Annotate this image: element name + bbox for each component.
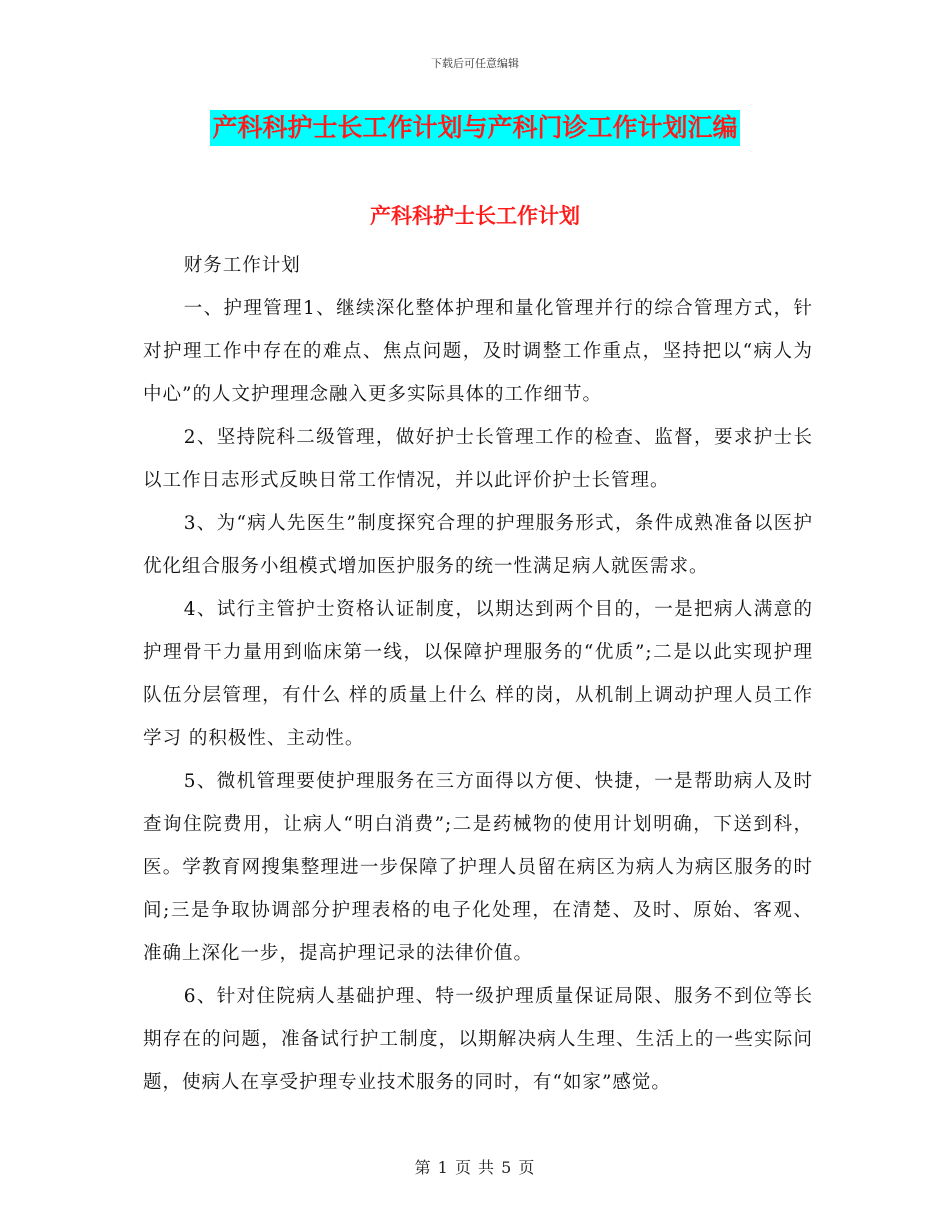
paragraph: 一、护理管理1、继续深化整体护理和量化管理并行的综合管理方式，针对护理工作中存在的难点、焦点问题，及时调整工作重点，坚持把以“病人为中心”的人文护理理念融入更多实际具体的工作细节。 — [143, 298, 813, 405]
paragraph: 3、为“病人先医生”制度探究合理的护理服务形式，条件成熟准备以医护优化组合服务小组模式增加医护服务的统一性满足病人就医需求。 — [143, 513, 813, 577]
paragraph: 4、试行主管护士资格认证制度，以期达到两个目的，一是把病人满意的护理骨干力量用到临床第一线，以保障护理服务的“优质”;二是以此实现护理队伍分层管理，有什么 样的质量上什么 样的岗，从机制上调动护理人员工作学习 的积极性、主动性。 — [143, 599, 813, 749]
page-header-note: 下载后可任意编辑 — [431, 57, 519, 70]
paragraph: 5、微机管理要使护理服务在三方面得以方便、快捷，一是帮助病人及时查询住院费用，让病人“明白消费”;二是药械物的使用计划明确，下送到科，医。学教育网搜集整理进一步保障了护理人员留在病区为病人为病区服务的时间;三是争取协调部分护理表格的电子化处理，在清楚、及时、原始、客观、准确上深化一步，提高护理记录的法律价值。 — [143, 771, 813, 964]
document-title: 产科科护士长工作计划与产科门诊工作计划汇编 — [210, 110, 739, 146]
document-title-wrapper — [0, 110, 950, 146]
document-body — [143, 244, 813, 1104]
section-title: 产科科护士长工作计划 — [370, 204, 580, 228]
paragraph: 2、坚持院科二级管理，做好护士长管理工作的检查、监督，要求护士长以工作日志形式反映日常工作情况，并以此评价护士长管理。 — [143, 427, 813, 491]
paragraph: 财务工作计划 — [183, 255, 301, 276]
page-number: 第 1 页 共 5 页 — [414, 1158, 536, 1177]
paragraph: 6、针对住院病人基础护理、特一级护理质量保证局限、服务不到位等长期存在的问题，准备试行护工制度，以期解决病人生理、生活上的一些实际问题，使病人在享受护理专业技术服务的同时，有“如家”感觉。 — [143, 986, 813, 1093]
